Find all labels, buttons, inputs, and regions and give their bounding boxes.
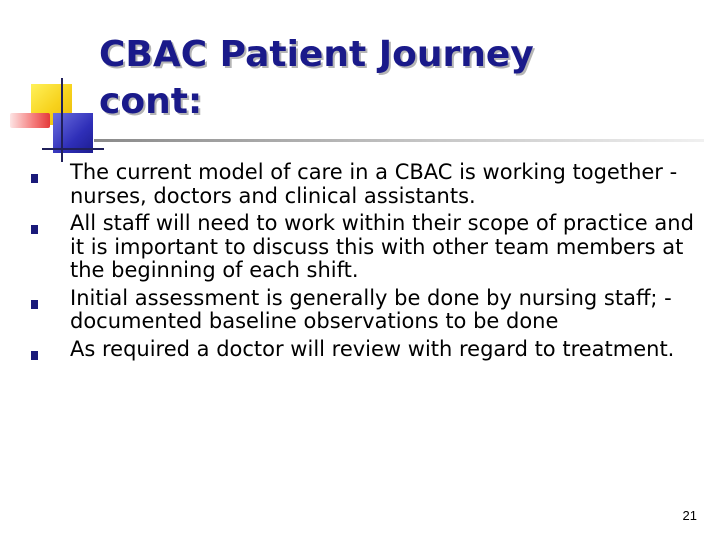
square-bullet-icon bbox=[31, 225, 38, 234]
title-underline bbox=[94, 139, 704, 142]
bullet-text: As required a doctor will review with regard to treatment. bbox=[70, 336, 675, 361]
slide-title-line-1: CBAC Patient Journey bbox=[99, 34, 534, 75]
bullet-text: Initial assessment is generally be done by nursing staff; - documented baseline observations to be done bbox=[70, 285, 672, 333]
slide-number: 21 bbox=[682, 508, 697, 523]
bullet-item bbox=[30, 212, 700, 283]
bullet-text: The current model of care in a CBAC is working together - nurses, doctors and clinical assistants. bbox=[70, 160, 678, 208]
square-bullet-icon bbox=[31, 174, 38, 183]
bullet-item bbox=[30, 338, 700, 362]
bullet-item bbox=[30, 161, 700, 208]
bullet-item bbox=[30, 287, 700, 334]
slide-title-line-2: cont: bbox=[99, 81, 203, 122]
bullet-list bbox=[30, 161, 700, 365]
square-bullet-icon bbox=[31, 300, 38, 309]
logo-horizontal-line bbox=[42, 148, 104, 150]
square-bullet-icon bbox=[31, 351, 38, 360]
bullet-text: All staff will need to work within their scope of practice and it is important to discuss this with other team members at the beginning of each shift. bbox=[70, 211, 694, 282]
slide-title bbox=[99, 31, 534, 125]
logo-blue-square bbox=[53, 113, 93, 153]
logo-red-bar bbox=[10, 113, 50, 128]
